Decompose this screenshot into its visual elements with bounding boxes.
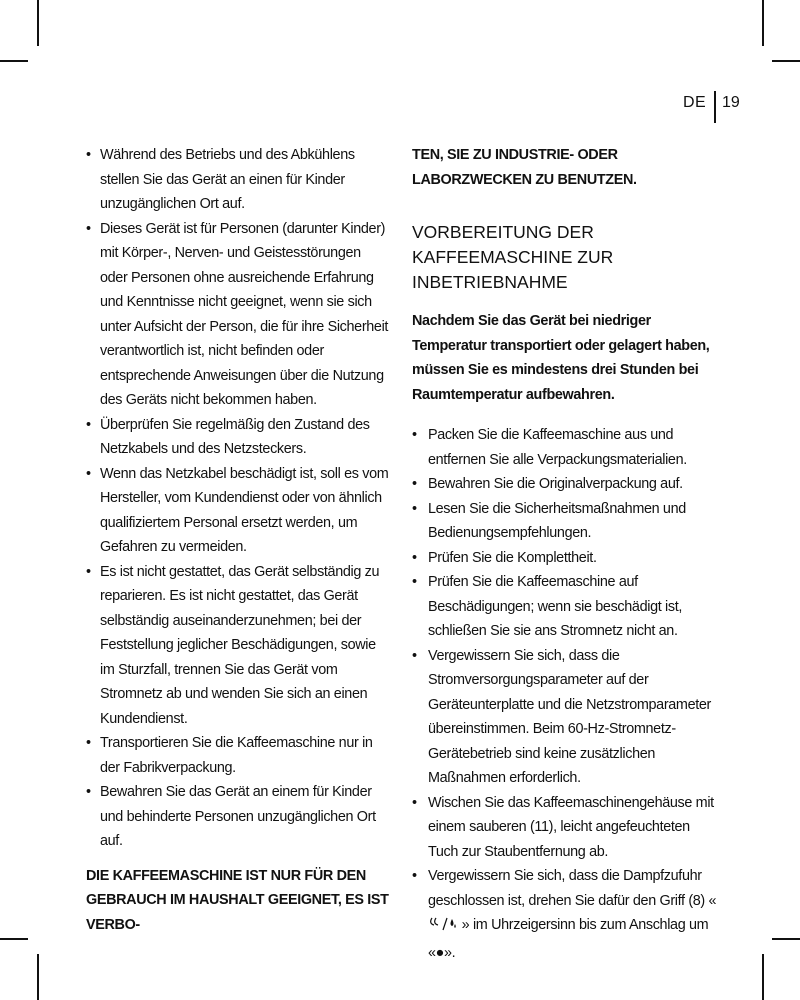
list-item: • Dieses Gerät ist für Personen (darunter Kinder) mit Körper-, Nerven- und Geistesstörungen oder Personen ohne ausreichende Erfahrung und Kenntnisse nicht geeignet, wenn sie sich unter Aufsicht der Person, die für ihre Sicherheit verantwortlich ist, nicht befinden oder entsprechende Anweisungen über die Nutzung des Geräts nicht bekommen haben. xyxy=(86,217,391,413)
crop-mark-bottom-left xyxy=(37,954,39,1000)
list-item: • Wenn das Netzkabel beschädigt ist, soll es vom Hersteller, vom Kundendienst oder von ähnlich qualifiziertem Personal ersetzt werden, um Gefahren zu vermeiden. xyxy=(86,462,391,560)
crop-mark-bottom-right xyxy=(762,954,764,1000)
crop-mark-bottom-right-h xyxy=(772,938,800,940)
list-item-steam-knob xyxy=(412,864,717,965)
language-code: DE xyxy=(683,94,707,111)
list-item: • Prüfen Sie die Kaffeemaschine auf Beschädigungen; wenn sie beschädigt ist, schließen Sie sie ans Stromnetz nicht an. xyxy=(412,570,717,644)
list-item: • Wischen Sie das Kaffeemaschinengehäuse mit einem sauberen (11), leicht angefeuchteten Tuch zur Staubentfernung ab. xyxy=(412,791,717,865)
list-item: • Es ist nicht gestattet, das Gerät selbständig zu reparieren. Es ist nicht gestattet, das Gerät selbständig auseinanderzunehmen; bei der Feststellung jeglicher Beschädigungen, sowie im Sturzfall, trennen Sie das Gerät vom Stromnetz ab und wenden Sie sich an einen Kundendienst. xyxy=(86,560,391,732)
steam-instruction-part-1: Vergewissern Sie sich, dass die Dampfzufuhr geschlossen ist, drehen Sie dafür den Griff (8) « xyxy=(428,868,717,909)
header-separator xyxy=(714,91,716,123)
section-intro: Nachdem Sie das Gerät bei niedriger Temperatur transportiert oder gelagert haben, müssen Sie es mindestens drei Stunden bei Raumtemperatur aufbewahren. xyxy=(412,313,710,403)
list-item: • Überprüfen Sie regelmäßig den Zustand des Netzkabels und des Netzsteckers. xyxy=(86,413,391,462)
crop-mark-top-left-h xyxy=(0,60,28,62)
preparation-bullet-list xyxy=(412,423,717,965)
steam-water-icon xyxy=(428,916,458,941)
list-item: • Während des Betriebs und des Abkühlens stellen Sie das Gerät an einen für Kinder unzugänglichen Ort auf. xyxy=(86,143,391,217)
list-item: • Bewahren Sie die Originalverpackung auf. xyxy=(412,472,717,497)
steam-instruction-part-2: » im Uhrzeigersinn bis zum Anschlag um «●». xyxy=(428,917,709,961)
crop-mark-bottom-left-h xyxy=(0,938,28,940)
list-item: • Vergewissern Sie sich, dass die Stromversorgungsparameter auf der Geräteunterplatte und die Netzstromparameter übereinstimmen. Beim 60-Hz-Stromnetz-Gerätebetrieb sind keine zusätzlichen Maßnahmen erforderlich. xyxy=(412,644,717,791)
safety-bullet-list xyxy=(86,143,391,854)
list-item: • Bewahren Sie das Gerät an einem für Kinder und behinderte Personen unzugänglichen Ort auf. xyxy=(86,780,391,854)
crop-mark-top-left xyxy=(37,0,39,46)
left-column xyxy=(86,143,391,937)
crop-mark-top-right-h xyxy=(772,60,800,62)
section-title: VORBEREITUNG DER KAFFEEMASCHINE ZUR INBETRIEBNAHME xyxy=(412,222,614,292)
household-use-notice: DIE KAFFEEMASCHINE IST NUR FÜR DEN GEBRAUCH IM HAUSHALT GEEIGNET, ES IST VERBO- xyxy=(86,867,389,933)
list-item: • Packen Sie die Kaffeemaschine aus und entfernen Sie alle Verpackungsmaterialien. xyxy=(412,423,717,472)
list-item: • Lesen Sie die Sicherheitsmaßnahmen und Bedienungsempfehlungen. xyxy=(412,497,717,546)
list-item: • Transportieren Sie die Kaffeemaschine nur in der Fabrikverpackung. xyxy=(86,731,391,780)
household-use-notice-continued: TEN, SIE ZU INDUSTRIE- ODER LABORZWECKEN ZU BENUTZEN. xyxy=(412,147,637,188)
crop-mark-top-right xyxy=(762,0,764,46)
page-header xyxy=(0,91,800,123)
right-column xyxy=(412,143,717,965)
list-item: • Prüfen Sie die Komplettheit. xyxy=(412,546,717,571)
page-number: 19 xyxy=(722,94,740,111)
